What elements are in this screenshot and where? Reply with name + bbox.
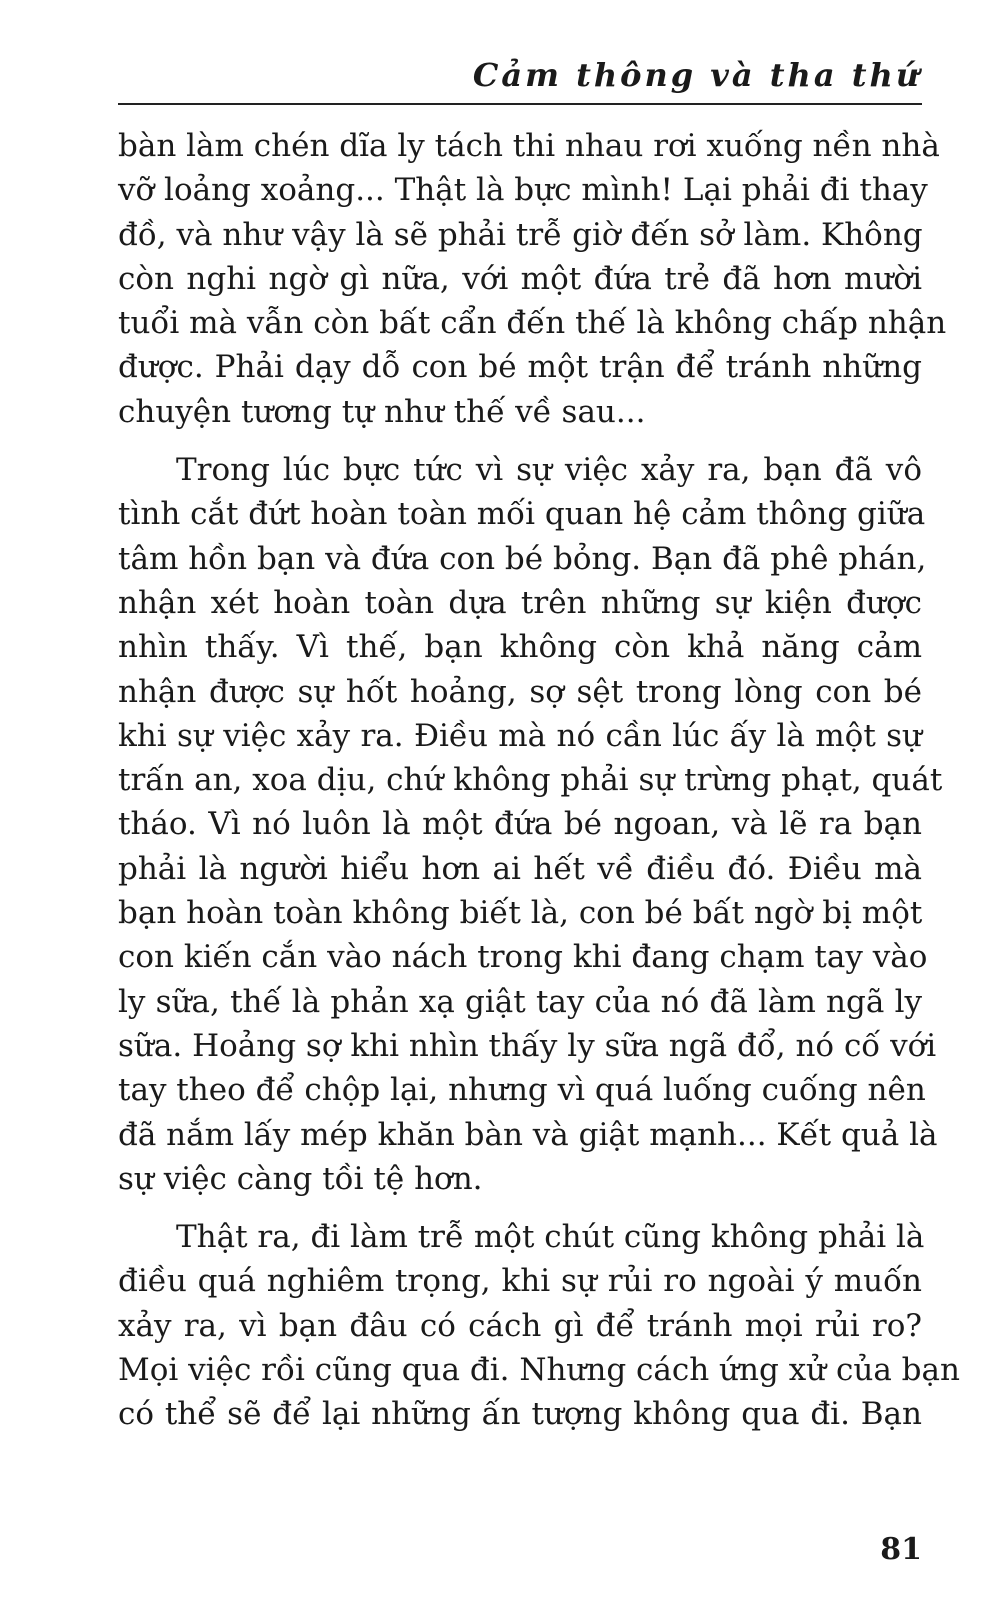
text-line: vỡ loảng xoảng... Thật là bực mình! Lại phải đi thay xyxy=(118,172,928,209)
text-line: có thể sẽ để lại những ấn tượng không qua đi. Bạn xyxy=(118,1396,922,1433)
text-line: tháo. Vì nó luôn là một đứa bé ngoan, và lẽ ra bạn xyxy=(118,806,922,843)
text-line: sự việc càng tồi tệ hơn. xyxy=(118,1160,483,1197)
text-line: nhận xét hoàn toàn dựa trên những sự kiện được xyxy=(118,584,922,621)
page-number: 81 xyxy=(880,1532,922,1567)
text-line: tay theo để chộp lại, nhưng vì quá luống cuống nên xyxy=(118,1072,926,1109)
text-line: tuổi mà vẫn còn bất cẩn đến thế là không chấp nhận xyxy=(118,305,947,342)
paragraph-2 xyxy=(118,448,943,1201)
text-line: khi sự việc xảy ra. Điều mà nó cần lúc ấy là một sự xyxy=(118,717,922,754)
text-line: đồ, và như vậy là sẽ phải trễ giờ đến sở làm. Không xyxy=(118,216,923,253)
text-line: xảy ra, vì bạn đâu có cách gì để tránh mọi rủi ro? xyxy=(118,1307,922,1344)
text-line: nhận được sự hốt hoảng, sợ sệt trong lòng con bé xyxy=(118,673,922,710)
text-line: Trong lúc bực tức vì sự việc xảy ra, bạn đã vô xyxy=(176,452,922,489)
text-line: bàn làm chén dĩa ly tách thi nhau rơi xuống nền nhà xyxy=(118,128,940,164)
text-line: ly sữa, thế là phản xạ giật tay của nó đã làm ngã ly xyxy=(118,983,922,1020)
text-line: chuyện tương tự như thế về sau... xyxy=(118,393,646,430)
text-line: Mọi việc rồi cũng qua đi. Nhưng cách ứng xử của bạn xyxy=(118,1352,960,1389)
text-line: tình cắt đứt hoàn toàn mối quan hệ cảm thông giữa xyxy=(118,496,926,533)
text-line: sữa. Hoảng sợ khi nhìn thấy ly sữa ngã đổ, nó cố với xyxy=(118,1027,937,1064)
paragraph-1 xyxy=(118,124,947,434)
text-line: con kiến cắn vào nách trong khi đang chạm tay vào xyxy=(118,939,928,976)
header-rule xyxy=(118,103,922,105)
running-header: Cảm thông và tha thứ xyxy=(472,56,922,94)
text-line: đã nắm lấy mép khăn bàn và giật mạnh... Kết quả là xyxy=(118,1116,938,1153)
text-line: trấn an, xoa dịu, chứ không phải sự trừng phạt, quát xyxy=(118,762,943,799)
text-line: phải là người hiểu hơn ai hết về điều đó. Điều mà xyxy=(118,850,922,887)
page-body xyxy=(118,124,960,1451)
text-line: còn nghi ngờ gì nữa, với một đứa trẻ đã hơn mười xyxy=(118,260,922,297)
paragraph-3 xyxy=(118,1215,960,1436)
text-line: Thật ra, đi làm trễ một chút cũng không phải là xyxy=(176,1219,925,1256)
text-line: nhìn thấy. Vì thế, bạn không còn khả năng cảm xyxy=(118,629,922,666)
text-line: tâm hồn bạn và đứa con bé bỏng. Bạn đã phê phán, xyxy=(118,540,927,577)
text-line: điều quá nghiêm trọng, khi sự rủi ro ngoài ý muốn xyxy=(118,1263,922,1300)
text-line: được. Phải dạy dỗ con bé một trận để tránh những xyxy=(118,349,922,386)
text-line: bạn hoàn toàn không biết là, con bé bất ngờ bị một xyxy=(118,895,923,932)
